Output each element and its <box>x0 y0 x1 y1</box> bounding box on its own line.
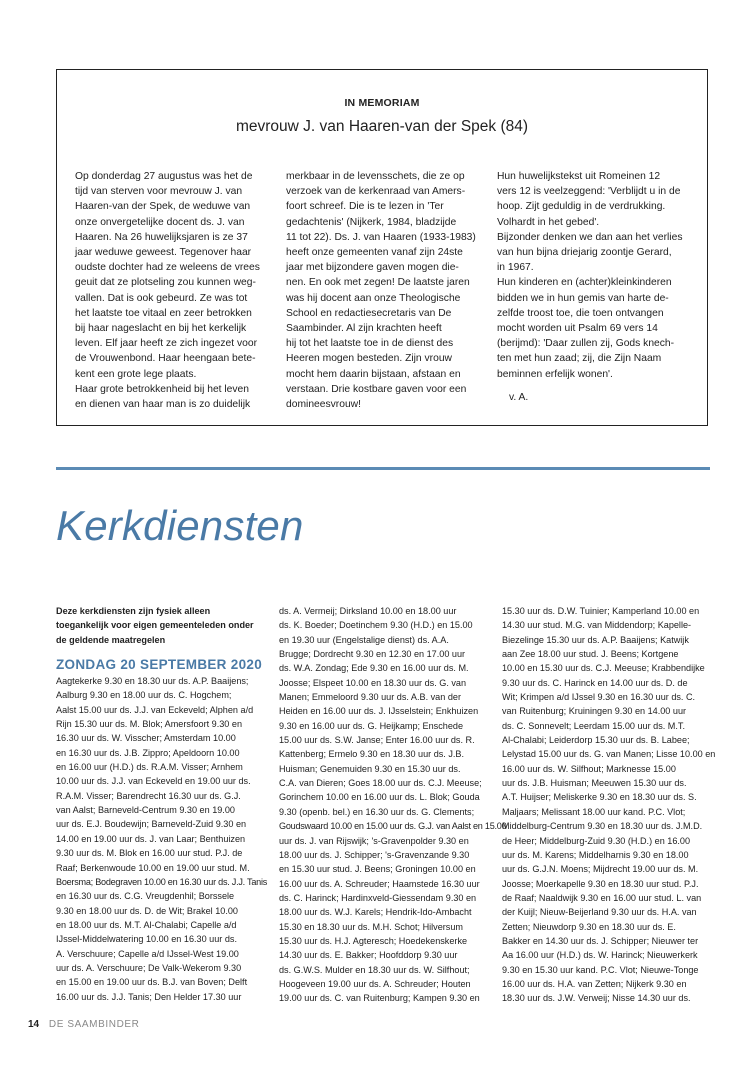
text-line: onze onvergetelijke docent ds. J. van <box>75 216 245 228</box>
text-line: aan Zee 18.00 uur stud. J. Beens; Kortgene <box>502 649 679 660</box>
text-line: en dienen van haar man is zo duidelijk <box>75 399 251 411</box>
text-line: 11 tot 22). Ds. J. van Haaren (1933-1983) <box>286 231 476 243</box>
text-line: oudste dochter had ze weleens de vrees <box>75 262 260 274</box>
text-line: 9.30 en 18.00 uur ds. D. de Wit; Brakel 10.00 <box>56 905 238 916</box>
text-line: Zetten; Nieuwdorp 9.30 en 18.30 uur ds. E. <box>502 921 676 932</box>
text-line: en 16.00 uur (H.D.) ds. R.A.M. Visser; Arnhem <box>56 762 243 773</box>
text-line: 10.00 en 15.30 uur ds. C.J. Meeuse; Krabbendijke <box>502 663 705 674</box>
text-line: foort schreef. Die is te lezen in 'Ter <box>286 201 444 213</box>
intro-line: de geldende maatregelen <box>56 634 166 645</box>
text-line: IJssel-Middelwatering 10.00 en 16.30 uur ds. <box>56 934 237 945</box>
text-line: beminnen erfelijk wonen'. <box>497 368 613 380</box>
text-line: Maljaars; Melissant 18.00 uur kand. P.C. Vlot; <box>502 806 686 817</box>
text-line: 9.30 (openb. bel.) en 16.30 uur ds. G. Clements; <box>279 806 475 817</box>
services-column-1 <box>56 604 268 1004</box>
text-line: en 16.30 uur ds. C.G. Vreugdenhil; Borssele <box>56 891 235 902</box>
text-line: leven. Elf jaar heeft ze zich ingezet voor <box>75 338 258 350</box>
text-line: Op donderdag 27 augustus was het de <box>75 171 253 182</box>
text-line: van Ruitenburg; Kruiningen 9.30 en 14.00 uur <box>502 706 687 717</box>
text-line: ds. W.A. Zondag; Ede 9.30 en 16.00 uur ds. M. <box>279 663 469 674</box>
text-line: ds. C. Sonnevelt; Leerdam 15.00 uur ds. M.T. <box>502 720 685 731</box>
text-line: mocht worden uit Psalm 69 vers 14 <box>497 323 658 335</box>
text-line: van hun bijna driejarig zoontje Gerard, <box>497 247 672 259</box>
text-line: tijd van sterven voor mevrouw J. van <box>75 186 243 198</box>
text-line: 10.00 uur ds. J.J. van Eckeveld en 19.00 uur ds. <box>56 776 251 787</box>
text-line: 9.30 en 15.30 uur kand. P.C. Vlot; Nieuwe-Tonge <box>502 964 699 975</box>
text-line: Saambinder. Al zijn krachten heeft <box>286 323 442 335</box>
text-line: C.A. van Dieren; Goes 18.00 uur ds. C.J. Meeuse; <box>279 778 482 789</box>
text-line: jaar weduwe geweest. Tegenover haar <box>75 247 252 259</box>
text-line: mocht hem daarin bijstaan, afstaan en <box>286 368 461 380</box>
text-line: de Heer; Middelburg-Zuid 9.30 (H.D.) en 16.00 <box>502 835 691 846</box>
service-date-heading: ZONDAG 20 SEPTEMBER 2020 <box>56 657 263 673</box>
text-line: 14.30 uur ds. E. Bakker; Hoofddorp 9.30 uur <box>279 950 458 961</box>
text-line: merkbaar in de levensschets, die ze op <box>286 171 465 182</box>
text-line: Raaf; Berkenwoude 10.00 en 19.00 uur stud. M. <box>56 862 250 873</box>
text-line: van Aalst; Barneveld-Centrum 9.30 en 19.00 <box>56 805 235 816</box>
intro-line: Deze kerkdiensten zijn fysiek alleen <box>56 606 211 616</box>
section-divider <box>56 467 710 470</box>
memoriam-name: mevrouw J. van Haaren-van der Spek (84) <box>235 118 529 135</box>
text-line: uur ds. E.J. Boudewijn; Barneveld-Zuid 9.30 en <box>56 819 247 830</box>
text-line: en 18.00 uur ds. M.T. Al-Chalabi; Capelle a/d <box>56 919 237 930</box>
text-line: Boersma; Bodegraven 10.00 en 16.30 uur ds. J.J. Tanis <box>56 876 268 887</box>
page-number: 14 <box>28 1019 40 1030</box>
text-line: 16.00 uur ds. H.A. van Zetten; Nijkerk 9.30 en <box>502 978 687 989</box>
text-line: School en redactiesecretaris van De <box>286 307 452 319</box>
text-line: ds. G.W.S. Mulder en 18.30 uur ds. W. Silfhout; <box>279 964 470 975</box>
text-line: 14.00 en 19.00 uur ds. J. van Laar; Benthuizen <box>56 833 246 844</box>
text-line: verstaan. Drie kostbare gaven voor een <box>286 383 467 395</box>
text-line: ds. K. Boeder; Doetinchem 9.30 (H.D.) en 15.00 <box>279 620 473 631</box>
text-line: 16.00 uur ds. J.J. Tanis; Den Helder 17.30 uur <box>56 991 242 1002</box>
services-intro <box>56 604 264 647</box>
text-line: Heeren mogen besteden. Zijn vrouw <box>286 353 452 365</box>
text-line: Haaren. Na 26 huwelijksjaren is ze 37 <box>75 231 248 243</box>
memoriam-signature: v. A. <box>509 391 529 403</box>
text-line: heeft onze gemeenten vanaf zijn 24ste <box>286 247 463 259</box>
text-line: verzoek van de kerkenraad van Amers- <box>286 186 466 198</box>
text-line: hoop. Zijt geduldig in de verdrukking. <box>497 201 666 213</box>
text-line: Aagtekerke 9.30 en 18.30 uur ds. A.P. Baaijens; <box>56 676 249 687</box>
text-line: uur ds. M. Karens; Middelharnis 9.30 en 18.00 <box>502 849 689 860</box>
text-line: Haaren-van der Spek, de weduwe van <box>75 201 251 213</box>
memoriam-column-3 <box>497 169 693 405</box>
text-line: Joosse; Elspeet 10.00 en 18.30 uur ds. G. van <box>279 677 467 688</box>
text-line: Haar grote betrokkenheid bij het leven <box>75 383 250 395</box>
text-line: Middelburg-Centrum 9.30 en 18.30 uur ds. J.M.D. <box>502 821 703 832</box>
text-line: Biezelinge 15.30 uur ds. A.P. Baaijens; Katwijk <box>502 634 689 645</box>
text-line: 14.30 uur stud. M.G. van Middendorp; Kapelle- <box>502 620 692 631</box>
text-line: vers 12 is veelzeggend: 'Verblijdt u in de <box>497 186 681 198</box>
text-line: Joosse; Moerkapelle 9.30 en 18.30 uur stud. P.J. <box>502 878 699 889</box>
text-line: uur ds. J. van Rijswijk; 's-Gravenpolder 9.30 en <box>279 835 469 846</box>
text-line: Hun huwelijkstekst uit Romeinen 12 <box>497 171 661 182</box>
text-line: 15.00 uur ds. S.W. Janse; Enter 16.00 uur ds. R. <box>279 735 475 746</box>
memoriam-label: IN MEMORIAM <box>344 97 420 109</box>
text-line: ds. C. Harinck; Hardinxveld-Giessendam 9.30 en <box>279 892 477 903</box>
services-column-1-body <box>56 674 268 1004</box>
text-line: geuit dat ze plotseling zou kunnen weg- <box>75 277 256 289</box>
text-line: het laatste toe vitaal en zeer betrokken <box>75 307 252 319</box>
intro-line: toegankelijk voor eigen gemeenteleden onder <box>56 620 254 631</box>
memoriam-column-1 <box>75 169 271 412</box>
text-line: Goudswaard 10.00 en 15.00 uur ds. G.J. van Aalst en 15.00 <box>279 821 507 832</box>
text-line: uur ds. G.J.N. Moens; Mijdrecht 19.00 uur ds. M. <box>502 864 699 875</box>
services-column-3 <box>502 604 716 1006</box>
text-line: de Raaf; Naaldwijk 9.30 en 16.00 uur stud. L. van <box>502 892 702 903</box>
text-line: zelfde troost toe, die toen ontvangen <box>497 307 664 319</box>
text-line: 9.30 uur ds. C. Harinck en 14.00 uur ds. D. de <box>502 677 688 688</box>
magazine-name: DE SAAMBINDER <box>48 1019 140 1030</box>
text-line: 18.00 uur ds. W.J. Karels; Hendrik-Ido-Ambacht <box>279 907 472 918</box>
text-line: ten met hun zaad; zij, die Zijn Naam <box>497 353 662 365</box>
text-line: Huisman; Genemuiden 9.30 en 15.30 uur ds. <box>279 763 461 774</box>
text-line: Bijzonder denken we dan aan het verlies <box>497 231 683 243</box>
text-line: Hoogeveen 19.00 uur ds. A. Schreuder; Houten <box>279 978 471 989</box>
text-line: was hij docent aan onze Theologische <box>286 292 461 304</box>
text-line: Gorinchem 10.00 en 16.00 uur ds. L. Blok; Gouda <box>279 792 480 803</box>
page-footer <box>28 1019 140 1030</box>
text-line: hij tot het laatste toe in de dienst des <box>286 338 454 350</box>
services-column-2 <box>279 604 507 1006</box>
text-line: 18.00 uur ds. J. Schipper; 's-Gravenzande 9.30 <box>279 849 470 860</box>
text-line: bij haar nageslacht en bij het kerkelijk <box>75 323 247 335</box>
text-line: Wit; Krimpen a/d IJssel 9.30 en 16.30 uur ds. C. <box>502 692 696 703</box>
text-line: en 16.30 uur ds. J.B. Zippro; Apeldoorn 10.00 <box>56 747 240 758</box>
text-line: uur ds. A. Verschuure; De Valk-Wekerom 9.30 <box>56 962 242 973</box>
text-line: en 15.30 uur stud. J. Beens; Groningen 10.00 en <box>279 864 476 875</box>
text-line: jaar met bijzondere gaven mogen die- <box>286 262 459 274</box>
text-line: 9.30 en 16.00 uur ds. G. Heijkamp; Enschede <box>279 720 464 731</box>
text-line: 16.00 uur ds. A. Schreuder; Haamstede 16.30 uur <box>279 878 480 889</box>
text-line: gedachtenis' (Nijkerk, 1984, bladzijde <box>286 216 457 228</box>
text-line: 15.30 en 18.30 uur ds. M.H. Schot; Hilversum <box>279 921 463 932</box>
text-line: ds. A. Vermeij; Dirksland 10.00 en 18.00 uur <box>279 606 457 616</box>
text-line: 9.30 uur ds. M. Blok en 16.00 uur stud. P.J. de <box>56 848 243 859</box>
text-line: kent een grote lege plaats. <box>75 368 197 380</box>
text-line: Heiden en 16.00 uur ds. J. IJsselstein; Enkhuizen <box>279 706 479 717</box>
text-line: (berijmd): 'Daar zullen zij, Gods knech- <box>497 338 675 350</box>
text-line: de Vrouwenbond. Haar heengaan bete- <box>75 353 256 365</box>
section-heading: Kerkdiensten <box>56 502 304 549</box>
text-line: en 19.30 uur (Engelstalige dienst) ds. A.A. <box>279 634 449 645</box>
text-line: Hun kinderen en (achter)kleinkinderen <box>497 277 672 289</box>
text-line: Kattenberg; Ermelo 9.30 en 18.30 uur ds. J.B. <box>279 749 465 760</box>
text-line: uur ds. J.B. Huisman; Meeuwen 15.30 uur ds. <box>502 778 687 789</box>
text-line: 15.30 uur ds. H.J. Agteresch; Hoedekenskerke <box>279 935 468 946</box>
text-line: Aalst 15.00 uur ds. J.J. van Eckeveld; Alphen a/d <box>56 704 254 715</box>
text-line: Rijn 15.30 uur ds. M. Blok; Amersfoort 9.30 en <box>56 719 243 730</box>
text-line: nen. En ook met zegen! De laatste jaren <box>286 277 470 289</box>
text-line: bidden we in hun gemis van harte de- <box>497 292 669 304</box>
text-line: Brugge; Dordrecht 9.30 en 12.30 en 17.00 uur <box>279 649 466 660</box>
text-line: domineesvrouw! <box>286 399 361 411</box>
text-line: Manen; Emmeloord 9.30 uur ds. A.B. van der <box>279 692 461 703</box>
text-line: en 15.00 en 19.00 uur ds. B.J. van Boven; Delft <box>56 977 248 988</box>
text-line: 19.00 uur ds. C. van Ruitenburg; Kampen 9.30 en <box>279 993 480 1004</box>
text-line: Bakker en 14.30 uur ds. J. Schipper; Nieuwer ter <box>502 935 699 946</box>
memoriam-column-2 <box>286 169 482 412</box>
text-line: der Kuijl; Nieuw-Beijerland 9.30 uur ds. H.A. van <box>502 907 697 918</box>
text-line: Aalburg 9.30 en 18.00 uur ds. C. Hogchem; <box>56 690 232 701</box>
text-line: in 1967. <box>497 262 534 274</box>
text-line: 16.30 uur ds. W. Visscher; Amsterdam 10.00 <box>56 733 236 744</box>
text-line: A.T. Huijser; Meliskerke 9.30 en 18.30 uur ds. S. <box>502 792 697 803</box>
text-line: 15.30 uur ds. D.W. Tuinier; Kamperland 10.00 en <box>502 606 700 616</box>
text-line: Aa 16.00 uur (H.D.) ds. W. Harinck; Nieuwerkerk <box>502 950 698 961</box>
text-line: 16.00 uur ds. W. Silfhout; Marknesse 15.00 <box>502 763 676 774</box>
text-line: Volhardt in het gebed'. <box>497 216 600 228</box>
text-line: Al-Chalabi; Leiderdorp 15.30 uur ds. B. Labee; <box>502 735 690 746</box>
text-line: 18.30 uur ds. J.W. Verweij; Nisse 14.30 uur ds. <box>502 993 691 1004</box>
text-line: R.A.M. Visser; Barendrecht 16.30 uur ds. G.J. <box>56 790 241 801</box>
text-line: vallen. Dat is ook gebeurd. Ze was tot <box>75 292 248 304</box>
text-line: A. Verschuure; Capelle a/d IJssel-West 19.00 <box>56 948 239 959</box>
in-memoriam-box <box>56 69 708 426</box>
text-line: Lelystad 15.00 uur ds. G. van Manen; Lisse 10.00 en <box>502 749 716 760</box>
